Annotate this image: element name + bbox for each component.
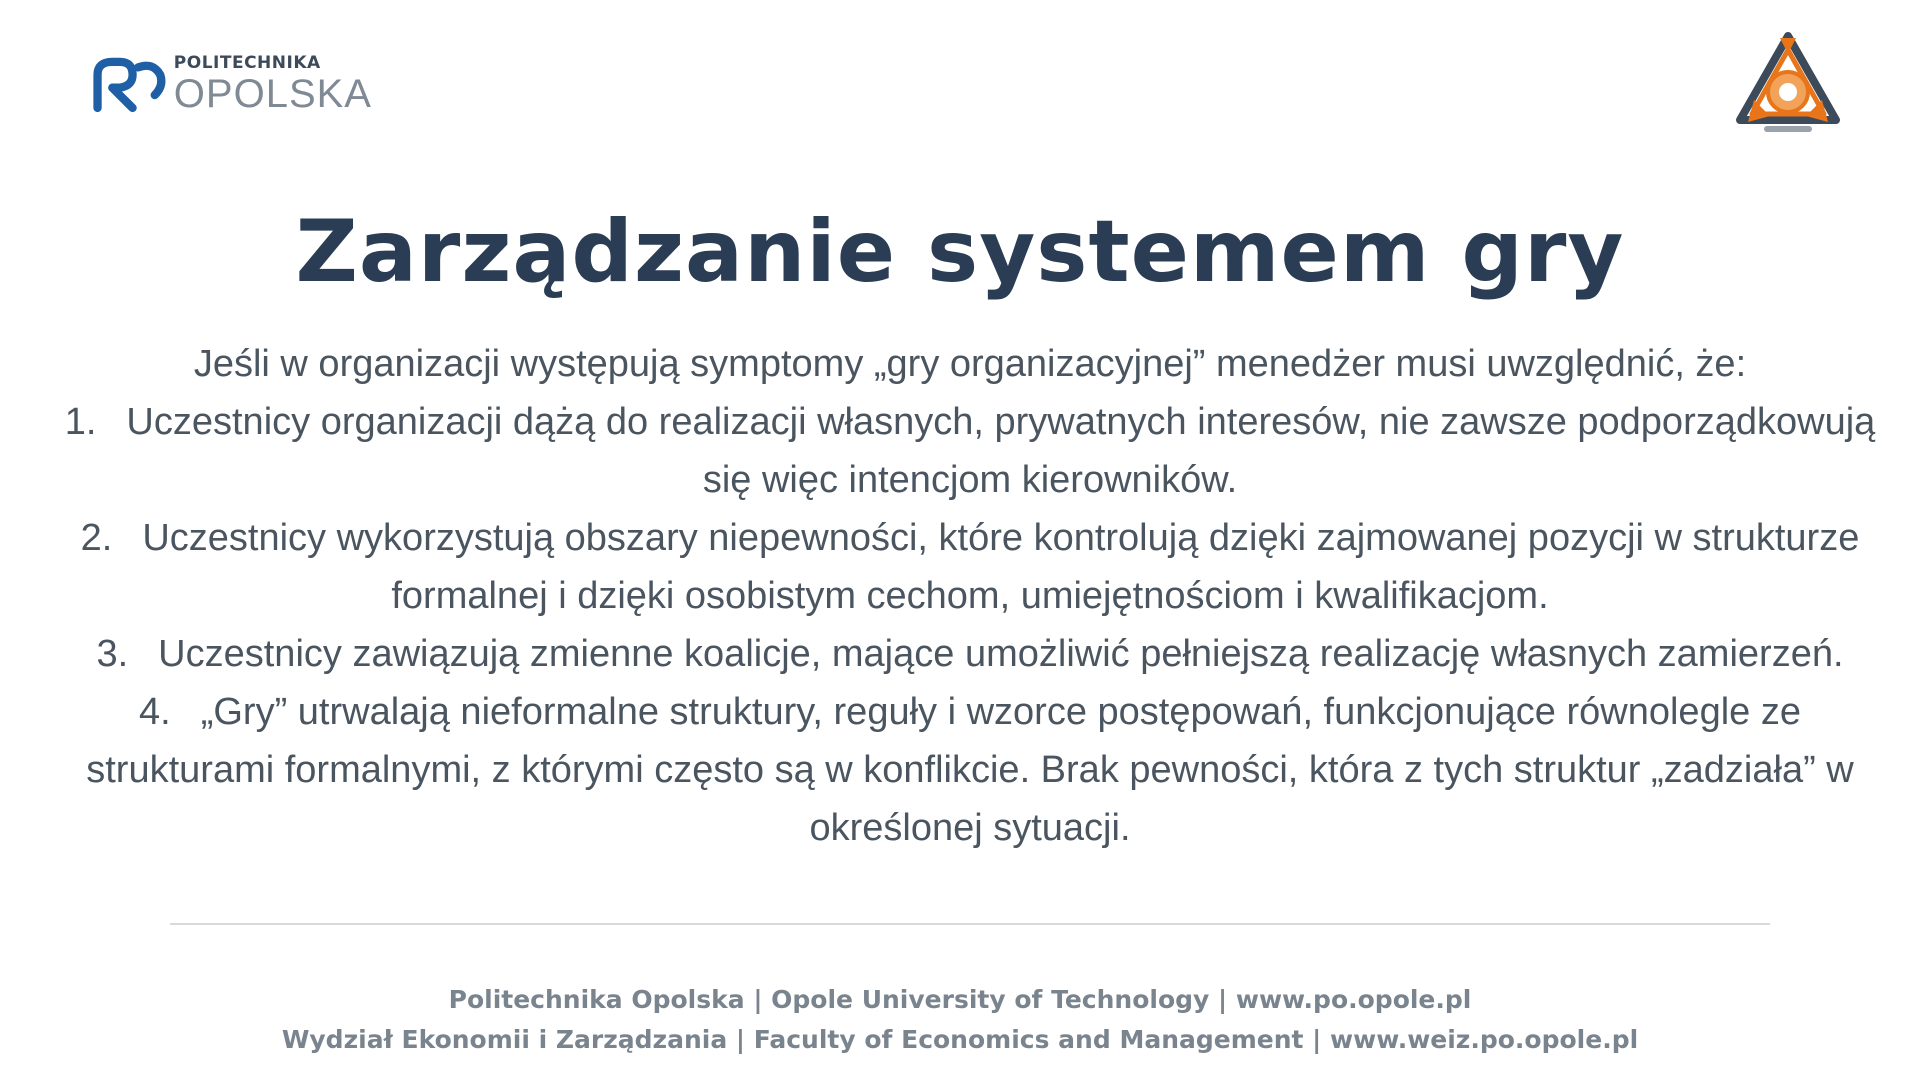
- list-item: [60, 393, 1880, 509]
- list-item-text: Uczestnicy zawiązują zmienne koalicje, mające umożliwić pełniejszą realizację własnych zamierzeń.: [158, 633, 1844, 675]
- university-logo: [92, 44, 372, 124]
- list-item-number: 4.: [139, 691, 171, 733]
- po-logo-mark-icon: [92, 52, 166, 116]
- slide-title: Zarządzanie systemem gry: [295, 202, 1625, 302]
- list-item-text: Uczestnicy wykorzystują obszary niepewności, które kontrolują dzięki zajmowanej pozycji w strukturze formalnej i dzięki osobistym cechom, umiejętnościom i kwalifikacjom.: [142, 517, 1860, 617]
- logo-line-2: OPOLSKA: [173, 71, 372, 116]
- intro-paragraph: Jeśli w organizacji występują symptomy „gry organizacyjnej” menedżer musi uwzględnić, że:: [193, 343, 1747, 385]
- list-item-number: 3.: [96, 633, 129, 675]
- list-item-text: „Gry” utrwalają nieformalne struktury, reguły i wzorce postępowań, funkcjonujące równolegle ze strukturami formalnymi, z którymi często są w konflikcie. Brak pewności, która z tych struktur „zadziała” w określonej sytuacji.: [86, 691, 1854, 849]
- faculty-logo: [1730, 28, 1846, 136]
- slide-content: [60, 335, 1880, 857]
- list-item-number: 1.: [64, 401, 97, 443]
- list-item: [60, 683, 1880, 857]
- footer-line-1: Politechnika Opolska | Opole University of Technology | www.po.opole.pl: [448, 985, 1472, 1014]
- slide-footer: [0, 980, 1920, 1060]
- list-item: [60, 509, 1880, 625]
- footer-divider: [170, 923, 1770, 925]
- logo-text: [173, 52, 372, 116]
- footer-line-2: Wydział Ekonomii i Zarządzania | Faculty of Economics and Management | www.weiz.po.opole.pl: [281, 1025, 1639, 1054]
- list-item: [60, 625, 1880, 683]
- list-item-number: 2.: [80, 517, 113, 559]
- faculty-triangle-emblem-icon: [1730, 28, 1846, 136]
- points-list: [60, 393, 1880, 857]
- list-item-text: Uczestnicy organizacji dążą do realizacji własnych, prywatnych interesów, nie zawsze podporządkowują się więc intencjom kierowników.: [126, 401, 1876, 501]
- logo-line-1: POLITECHNIKA: [173, 52, 321, 73]
